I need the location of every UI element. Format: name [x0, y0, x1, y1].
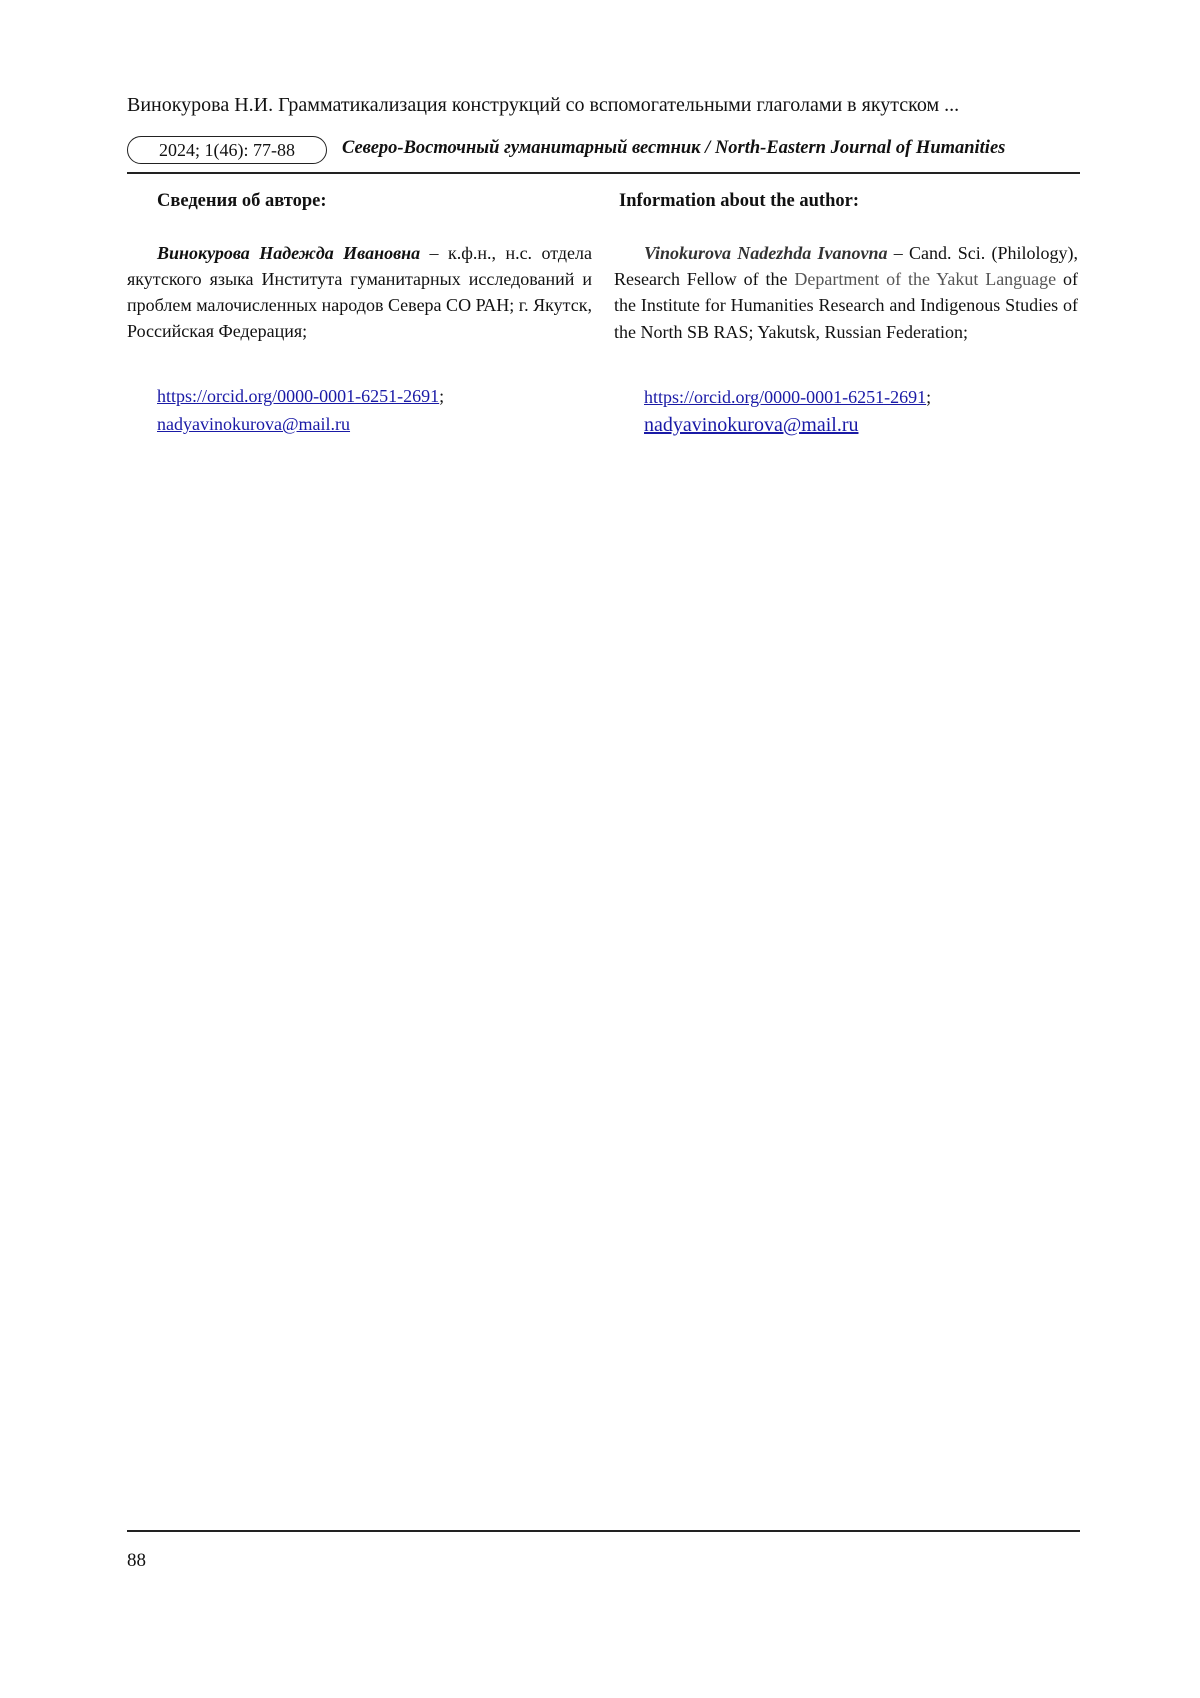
- orcid-link-en[interactable]: https://orcid.org/0000-0001-6251-2691: [644, 386, 927, 407]
- author-info-heading-ru: Сведения об авторе:: [157, 191, 327, 211]
- orcid-link-ru[interactable]: https://orcid.org/0000-0001-6251-2691: [157, 386, 440, 406]
- author-name-en: Vinokurova Nadezhda Ivanovna: [644, 243, 888, 263]
- page-number: 88: [127, 1550, 146, 1571]
- email-link-en[interactable]: nadyavinokurova@mail.ru: [644, 413, 859, 436]
- orcid-separator-en: ;: [926, 386, 932, 407]
- issue-badge: 2024; 1(46): 77-88: [127, 136, 327, 164]
- author-bio-en: [614, 240, 1078, 345]
- author-bio-ru: [127, 240, 592, 344]
- author-department-en: Department of the Yakut Language: [794, 269, 1057, 290]
- orcid-separator-ru: ;: [439, 386, 445, 406]
- footer-divider: [127, 1530, 1080, 1532]
- author-info-ru: [127, 188, 592, 438]
- author-info-heading-en: Information about the author:: [619, 191, 859, 211]
- author-info-en: [614, 188, 1078, 439]
- author-name-ru: Винокурова Надежда Ивановна: [157, 243, 421, 263]
- author-bio-text-en-part2: of the Institute for Humanities Research and Indigenous Studies of the North SB RAS; Yakutsk, Russian Federation;: [614, 269, 1079, 342]
- author-bio-text-en-part1: – Cand. Sci. (Philology), Research Fellow of the: [614, 243, 1078, 290]
- author-bio-text-ru: – к.ф.н., н.с. отдела якутского языка Института гуманитарных исследований и проблем малочисленных народов Севера СО РАН; г. Якутск, Российская Федерация;: [127, 243, 592, 341]
- author-contacts-ru: [127, 382, 592, 438]
- running-head-title: Винокурова Н.И. Грамматикализация конструкций со вспомогательными глаголами в якутском ...: [127, 94, 960, 116]
- author-contacts-en: [614, 383, 1078, 439]
- journal-title: Северо-Восточный гуманитарный вестник / North-Eastern Journal of Humanities: [342, 138, 1006, 158]
- header-divider: [127, 172, 1080, 174]
- email-link-ru[interactable]: nadyavinokurova@mail.ru: [157, 414, 351, 434]
